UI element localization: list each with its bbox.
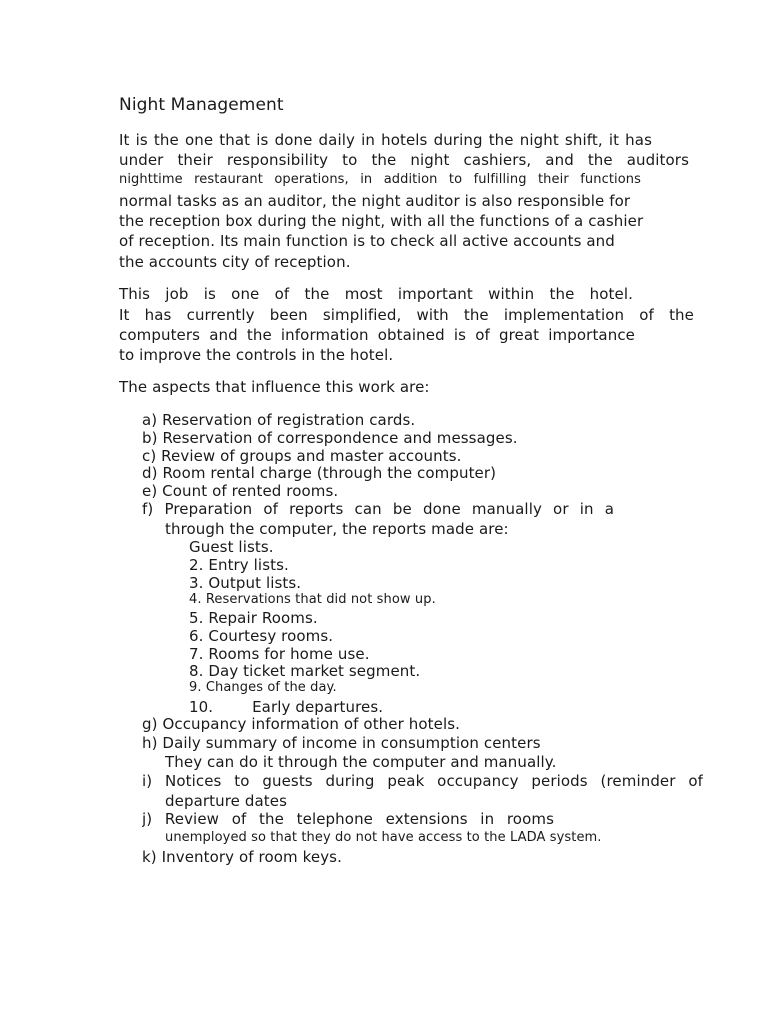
para2-line-2: It has currently been simplified, with the implementation of the (119, 306, 694, 324)
sub-item-7: 7. Rooms for home use. (189, 645, 370, 663)
sub-item-4: 4. Reservations that did not show up. (189, 592, 436, 607)
para1-line-3: nighttime restaurant operations, in addition to fulfilling their functions (119, 172, 641, 187)
sub-item-5: 5. Repair Rooms. (189, 609, 318, 627)
page-title: Night Management (119, 95, 284, 115)
para1-line-5: the reception box during the night, with all the functions of a cashier (119, 212, 644, 230)
para2-line-4: to improve the controls in the hotel. (119, 346, 394, 364)
list-item-h-continuation: They can do it through the computer and manually. (165, 753, 557, 771)
list-item-d: d) Room rental charge (through the computer) (142, 464, 497, 482)
list-item-f-continuation: through the computer, the reports made are: (165, 520, 509, 538)
para1-line-4: normal tasks as an auditor, the night auditor is also responsible for (119, 192, 631, 210)
list-item-a: a) Reservation of registration cards. (142, 411, 416, 429)
sub-item-8: 8. Day ticket market segment. (189, 662, 421, 680)
sub-item-9: 9. Changes of the day. (189, 680, 337, 695)
list-item-k: k) Inventory of room keys. (142, 848, 342, 866)
list-item-j-continuation: unemployed so that they do not have access to the LADA system. (165, 830, 602, 845)
list-item-g: g) Occupancy information of other hotels. (142, 715, 461, 733)
list-item-f: f) Preparation of reports can be done manually or in a (142, 500, 614, 518)
para1-line-7: the accounts city of reception. (119, 253, 351, 271)
list-item-h: h) Daily summary of income in consumption centers (142, 734, 541, 752)
para2-line-3: computers and the information obtained is of great importance (119, 326, 635, 344)
para1-line-6: of reception. Its main function is to check all active accounts and (119, 232, 615, 250)
sub-item-1: Guest lists. (189, 538, 274, 556)
para2-line-1: This job is one of the most important within the hotel. (119, 285, 633, 303)
list-item-e: e) Count of rented rooms. (142, 482, 339, 500)
sub-item-10: 10. Early departures. (189, 698, 384, 716)
sub-item-3: 3. Output lists. (189, 574, 302, 592)
sub-item-2: 2. Entry lists. (189, 556, 289, 574)
list-item-i-continuation: departure dates (165, 792, 287, 810)
para1-line-2: under their responsibility to the night cashiers, and the auditors (119, 151, 689, 169)
sub-item-6: 6. Courtesy rooms. (189, 627, 334, 645)
list-item-b: b) Reservation of correspondence and messages. (142, 429, 518, 447)
para1-line-1: It is the one that is done daily in hotels during the night shift, it has (119, 131, 652, 149)
list-item-i: i) Notices to guests during peak occupancy periods (reminder of (142, 772, 703, 790)
list-item-j: j) Review of the telephone extensions in rooms (142, 810, 554, 828)
para3-line: The aspects that influence this work are: (119, 378, 430, 396)
list-item-c: c) Review of groups and master accounts. (142, 447, 462, 465)
